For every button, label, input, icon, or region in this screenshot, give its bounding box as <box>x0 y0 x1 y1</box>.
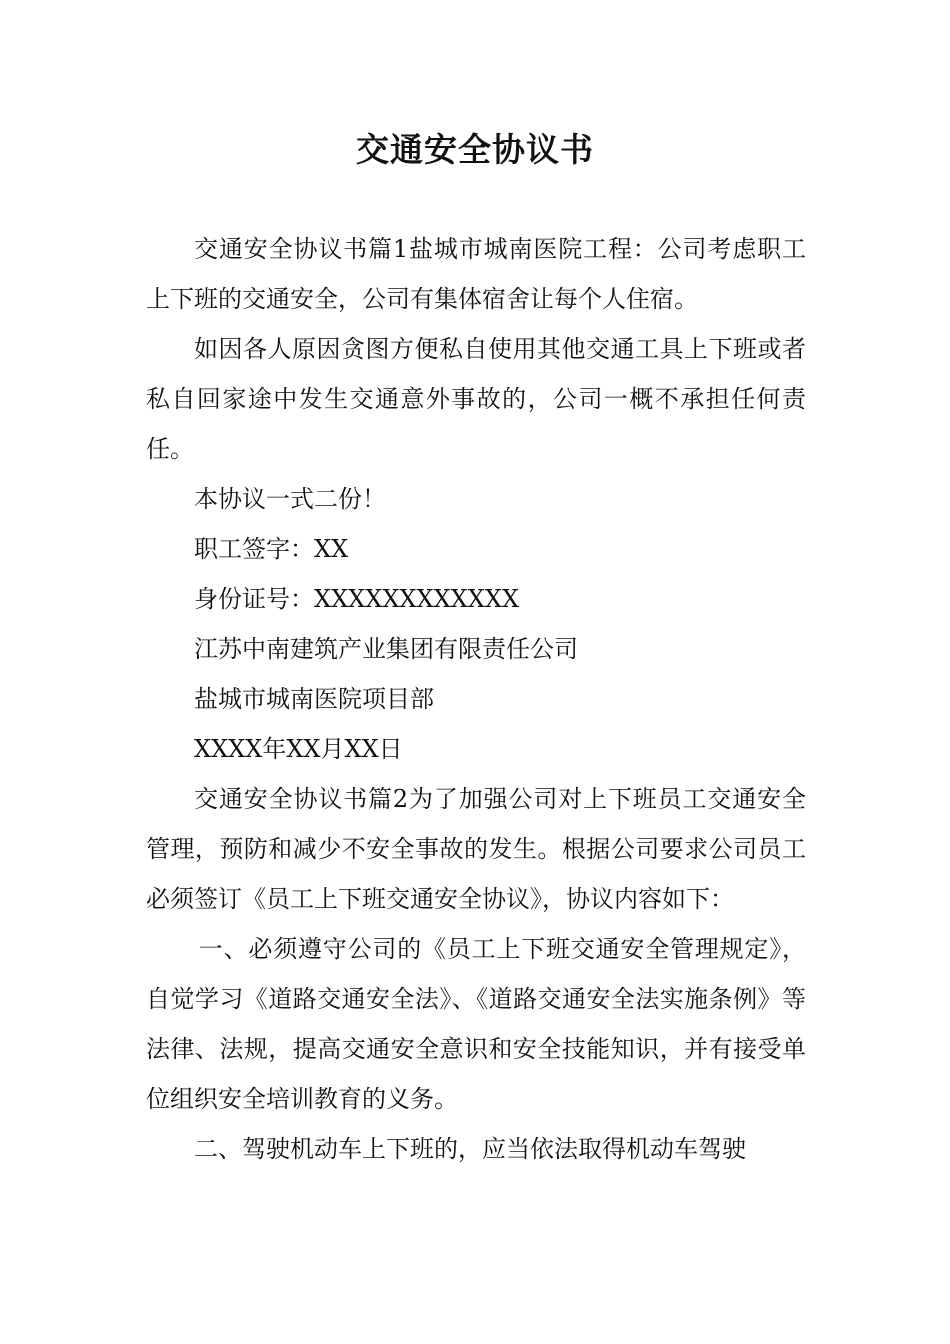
paragraph-agreement-2-intro: 交通安全协议书篇2为了加强公司对上下班员工交通安全管理，预防和减少不安全事故的发生。根据公司要求公司员工必须签订《员工上下班交通安全协议》，协议内容如下： <box>146 785 806 913</box>
paragraph-clause-1: 一、必须遵守公司的《员工上下班交通安全管理规定》，自觉学习《道路交通安全法》、《道路交通安全法实施条例》等法律、法规，提高交通安全意识和安全技能知识，并有接受单位组织安全培训教育的义务。 <box>146 935 806 1113</box>
paragraph-company-name: 江苏中南建筑产业集团有限责任公司 <box>194 635 578 663</box>
paragraph-date: XXXX年XX月XX日 <box>194 735 403 763</box>
paragraph-id-number: 身份证号：XXXXXXXXXXXX <box>194 585 520 613</box>
paragraph-project-dept: 盐城市城南医院项目部 <box>194 685 434 713</box>
document-body <box>146 224 806 1174</box>
paragraph-clause-2: 二、驾驶机动车上下班的，应当依法取得机动车驾驶 <box>194 1135 746 1163</box>
paragraph-intro: 交通安全协议书篇1盐城市城南医院工程：公司考虑职工上下班的交通安全，公司有集体宿舍让每个人住宿。 <box>146 235 806 313</box>
paragraph-employee-signature: 职工签字：XX <box>194 535 349 563</box>
document-title: 交通安全协议书 <box>356 130 594 169</box>
paragraph-copies: 本协议一式二份！ <box>194 485 386 513</box>
paragraph-liability: 如因各人原因贪图方便私自使用其他交通工具上下班或者私自回家途中发生交通意外事故的，公司一概不承担任何责任。 <box>146 335 806 463</box>
